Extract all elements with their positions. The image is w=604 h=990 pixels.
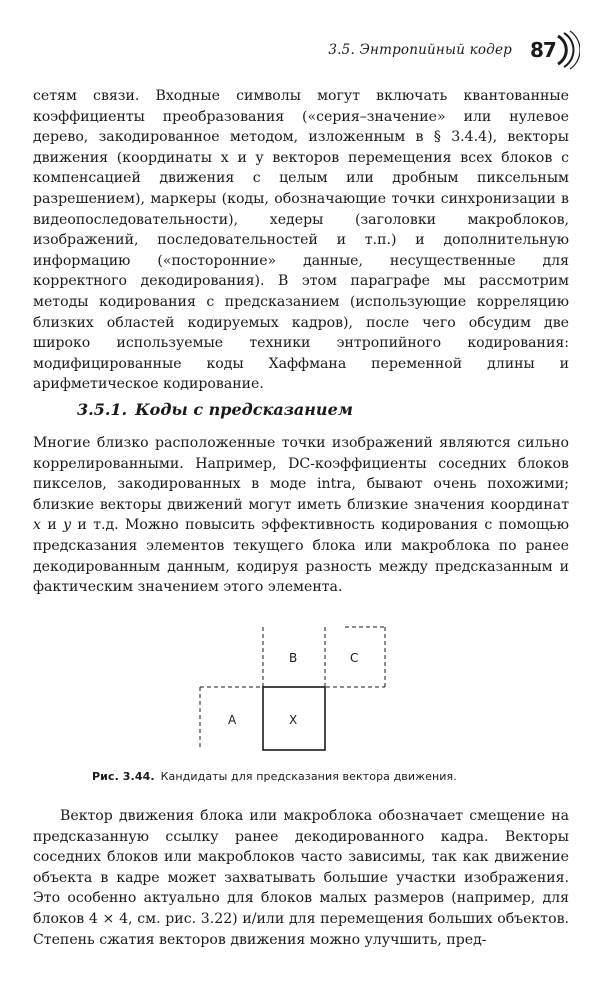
var-x: x xyxy=(33,517,41,534)
block-b-label: B xyxy=(289,651,298,665)
para2-conj: и xyxy=(40,517,64,534)
figure-caption xyxy=(92,770,532,783)
block-x-label: X xyxy=(289,713,298,727)
block-c-label: C xyxy=(350,651,359,665)
page-number-badge xyxy=(524,30,580,70)
section-title: Коды с предсказанием xyxy=(135,400,353,419)
page-header xyxy=(0,30,604,70)
block-grid-diagram xyxy=(195,625,395,760)
section-heading xyxy=(77,400,353,419)
caption-label: Рис. 3.44. xyxy=(92,770,155,783)
para2-text-b: и т.д. Можно повысить эффективность кодирования с помощью предсказания элементов текущего блока или макроблока по ранее декодированным данным, кодируя разность между предсказанным и фактическим значением этого элемента. xyxy=(33,517,570,596)
para2-text-a: Многие близко расположенные точки изображений являются сильно коррелированными. Например, DC-коэффициенты соседних блоков пикселов, закодированных в моде intra, бывают очень похожими; близкие векторы движений могут иметь близкие значения координат xyxy=(33,435,569,513)
body-paragraph-3: Вектор движения блока или макроблока обозначает смещение на предсказанную ссылку ранее декодированного кадра. Векторы соседних блоков или макроблоков часто зависимы, так как движение объекта в кадре может захватывать большие участки изображения. Это особенно актуально для блоков малых размеров (например, для блоков 4 × 4, см. рис. 3.22) и/или для перемещения больших объектов. Степень сжатия векторов движения можно улучшить, пред- xyxy=(33,808,569,948)
block-a-label: A xyxy=(228,713,237,727)
caption-text: Кандидаты для предсказания вектора движения. xyxy=(160,770,457,783)
running-title: 3.5. Энтропийный кодер xyxy=(328,42,512,58)
body-paragraph-2 xyxy=(33,433,569,598)
page-number: 87 xyxy=(530,38,556,62)
figure-motion-vector-candidates xyxy=(195,625,395,760)
var-y: y xyxy=(63,517,72,534)
body-paragraph-1: сетям связи. Входные символы могут включать квантованные коэффициенты преобразования («серия–значение» или нулевое дерево, закодированное методом, изложенным в § 3.4.4), векторы движения (координаты x и y векторов перемещения всех блоков с компенсацией движения с целым или дробным пиксельным разрешением), маркеры (коды, обозначающие точки синхронизации в видеопоследовательности), хедеры (заголовки макроблоков, изображений, последовательностей и т.п.) и дополнительную информацию («посторонние» данные, несущественные для корректного декодирования). В этом параграфе мы рассмотрим методы кодирования с предсказанием (использующие корреляцию близких областей кодируемых кадров), после чего обсудим две широко используемые техники энтропийного кодирования: модифицированные коды Хаффмана переменной длины и арифметическое кодирование. xyxy=(33,88,569,393)
section-number: 3.5.1. xyxy=(77,400,128,419)
